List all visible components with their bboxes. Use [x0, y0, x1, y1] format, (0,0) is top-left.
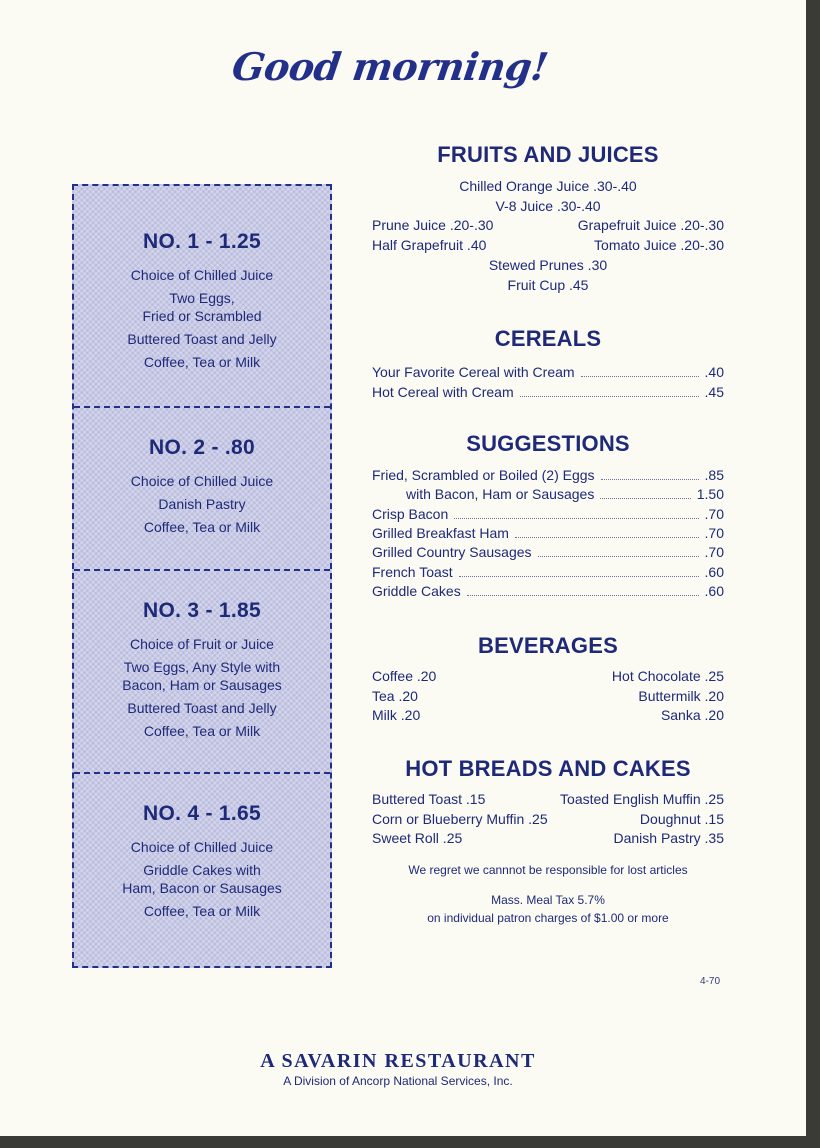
special-no-1 [74, 186, 330, 406]
special-line: Buttered Toast and Jelly [127, 331, 277, 347]
restaurant-division: A Division of Ancorp National Services, Inc. [283, 1074, 513, 1088]
item-name: Crisp Bacon [372, 506, 449, 522]
special-line: Coffee, Tea or Milk [143, 354, 261, 370]
item-price: 1.50 [696, 486, 724, 502]
print-code: 4-70 [700, 976, 721, 987]
dot-leader [515, 537, 699, 538]
menu-item: Half Grapefruit .40 [372, 237, 487, 253]
dot-leader [581, 376, 699, 377]
item-name: Griddle Cakes [372, 583, 461, 599]
menu-item: Toasted English Muffin .25 [560, 791, 724, 807]
menu-item-row [372, 383, 724, 402]
special-line: Choice of Chilled Juice [130, 473, 274, 489]
tax-notice-line-1: Mass. Meal Tax 5.7% [491, 893, 605, 907]
section-title-cereals: CEREALS [494, 326, 602, 351]
menu-item: V-8 Juice .30-.40 [495, 198, 601, 214]
special-title: NO. 1 - 1.25 [143, 230, 261, 253]
menu-item-row [372, 363, 724, 382]
special-line: Choice of Chilled Juice [130, 839, 274, 855]
lost-articles-notice: We regret we cannnot be responsible for lost articles [408, 863, 688, 877]
menu-item: Tea .20 [372, 688, 418, 704]
item-price: .60 [704, 583, 724, 599]
menu-row [372, 829, 724, 848]
item-name: French Toast [372, 564, 453, 580]
special-line: Ham, Bacon or Sausages [122, 880, 282, 896]
special-line: Griddle Cakes with [143, 862, 261, 878]
menu-item: Sweet Roll .25 [372, 830, 463, 846]
special-line: Danish Pastry [158, 496, 246, 512]
menu-item: Buttermilk .20 [638, 688, 724, 704]
menu-item: Coffee .20 [372, 668, 437, 684]
menu-item: Buttered Toast .15 [372, 791, 486, 807]
special-no-3 [74, 569, 330, 772]
menu-item: Tomato Juice .20-.30 [594, 237, 724, 253]
section-title-beverages: BEVERAGES [478, 633, 618, 658]
item-name: Grilled Country Sausages [372, 544, 532, 560]
item-name: Hot Cereal with Cream [372, 384, 514, 400]
dot-leader [601, 479, 699, 480]
item-price: .85 [704, 467, 724, 483]
menu-item: Prune Juice .20-.30 [372, 217, 494, 233]
restaurant-name: A SAVARIN RESTAURANT [260, 1050, 536, 1072]
menu-item-row [372, 505, 724, 524]
dot-leader [600, 498, 690, 499]
item-price: .60 [704, 564, 724, 580]
item-price: .70 [704, 506, 724, 522]
menu-item-row [372, 524, 724, 543]
item-price: .45 [704, 384, 724, 400]
tax-notice-line-2: on individual patron charges of $1.00 or more [427, 911, 669, 925]
menu-row [372, 790, 724, 809]
menu-item: Milk .20 [372, 707, 421, 723]
special-line: Bacon, Ham or Sausages [122, 677, 282, 693]
special-title: NO. 4 - 1.65 [143, 802, 261, 825]
menu-item: Fruit Cup .45 [507, 277, 589, 293]
menu-item-row [372, 582, 724, 601]
menu-row [372, 236, 724, 255]
item-name: Fried, Scrambled or Boiled (2) Eggs [372, 467, 595, 483]
menu-item-row [372, 563, 724, 582]
dot-leader [538, 556, 699, 557]
special-line: Two Eggs, Any Style with [123, 659, 281, 675]
special-line: Choice of Chilled Juice [130, 267, 274, 283]
page-title: Good morning! [229, 44, 551, 89]
menu-item: Grapefruit Juice .20-.30 [577, 217, 724, 233]
special-line: Two Eggs, [169, 290, 235, 306]
item-name: Your Favorite Cereal with Cream [372, 364, 575, 380]
menu-item: Corn or Blueberry Muffin .25 [372, 811, 548, 827]
menu-row [372, 706, 724, 725]
breakfast-specials-panel [72, 184, 332, 968]
special-line: Fried or Scrambled [142, 308, 262, 324]
special-title: NO. 2 - .80 [148, 436, 255, 459]
dot-leader [467, 595, 699, 596]
section-title-breads: HOT BREADS AND CAKES [405, 756, 691, 781]
menu-item-row [372, 543, 724, 562]
menu-item: Stewed Prunes .30 [488, 257, 608, 273]
dot-leader [459, 576, 699, 577]
item-price: .70 [704, 544, 724, 560]
menu-item: Sanka .20 [660, 707, 724, 723]
section-title-suggestions: SUGGESTIONS [466, 431, 630, 456]
menu-item: Doughnut .15 [639, 811, 724, 827]
special-line: Choice of Fruit or Juice [130, 636, 274, 652]
dot-leader [454, 518, 698, 519]
special-no-2 [74, 406, 330, 569]
special-title: NO. 3 - 1.85 [143, 599, 261, 622]
menu-row [372, 810, 724, 829]
menu-item: Chilled Orange Juice .30-.40 [459, 178, 637, 194]
item-price: .40 [704, 364, 724, 380]
menu-row [372, 216, 724, 235]
menu-item: Danish Pastry .35 [613, 830, 724, 846]
item-name: Grilled Breakfast Ham [372, 525, 509, 541]
special-line: Coffee, Tea or Milk [143, 903, 261, 919]
special-line: Coffee, Tea or Milk [143, 519, 261, 535]
menu-item-row [372, 466, 724, 485]
dot-leader [520, 396, 699, 397]
menu-item-row [372, 485, 724, 504]
item-name: with Bacon, Ham or Sausages [406, 486, 595, 502]
special-line: Buttered Toast and Jelly [127, 700, 277, 716]
item-price: .70 [704, 525, 724, 541]
special-line: Coffee, Tea or Milk [143, 723, 261, 739]
section-title-fruits: FRUITS AND JUICES [437, 142, 659, 167]
menu-row [372, 667, 724, 686]
special-no-4 [74, 772, 330, 968]
menu-item: Hot Chocolate .25 [611, 668, 724, 684]
menu-row [372, 687, 724, 706]
